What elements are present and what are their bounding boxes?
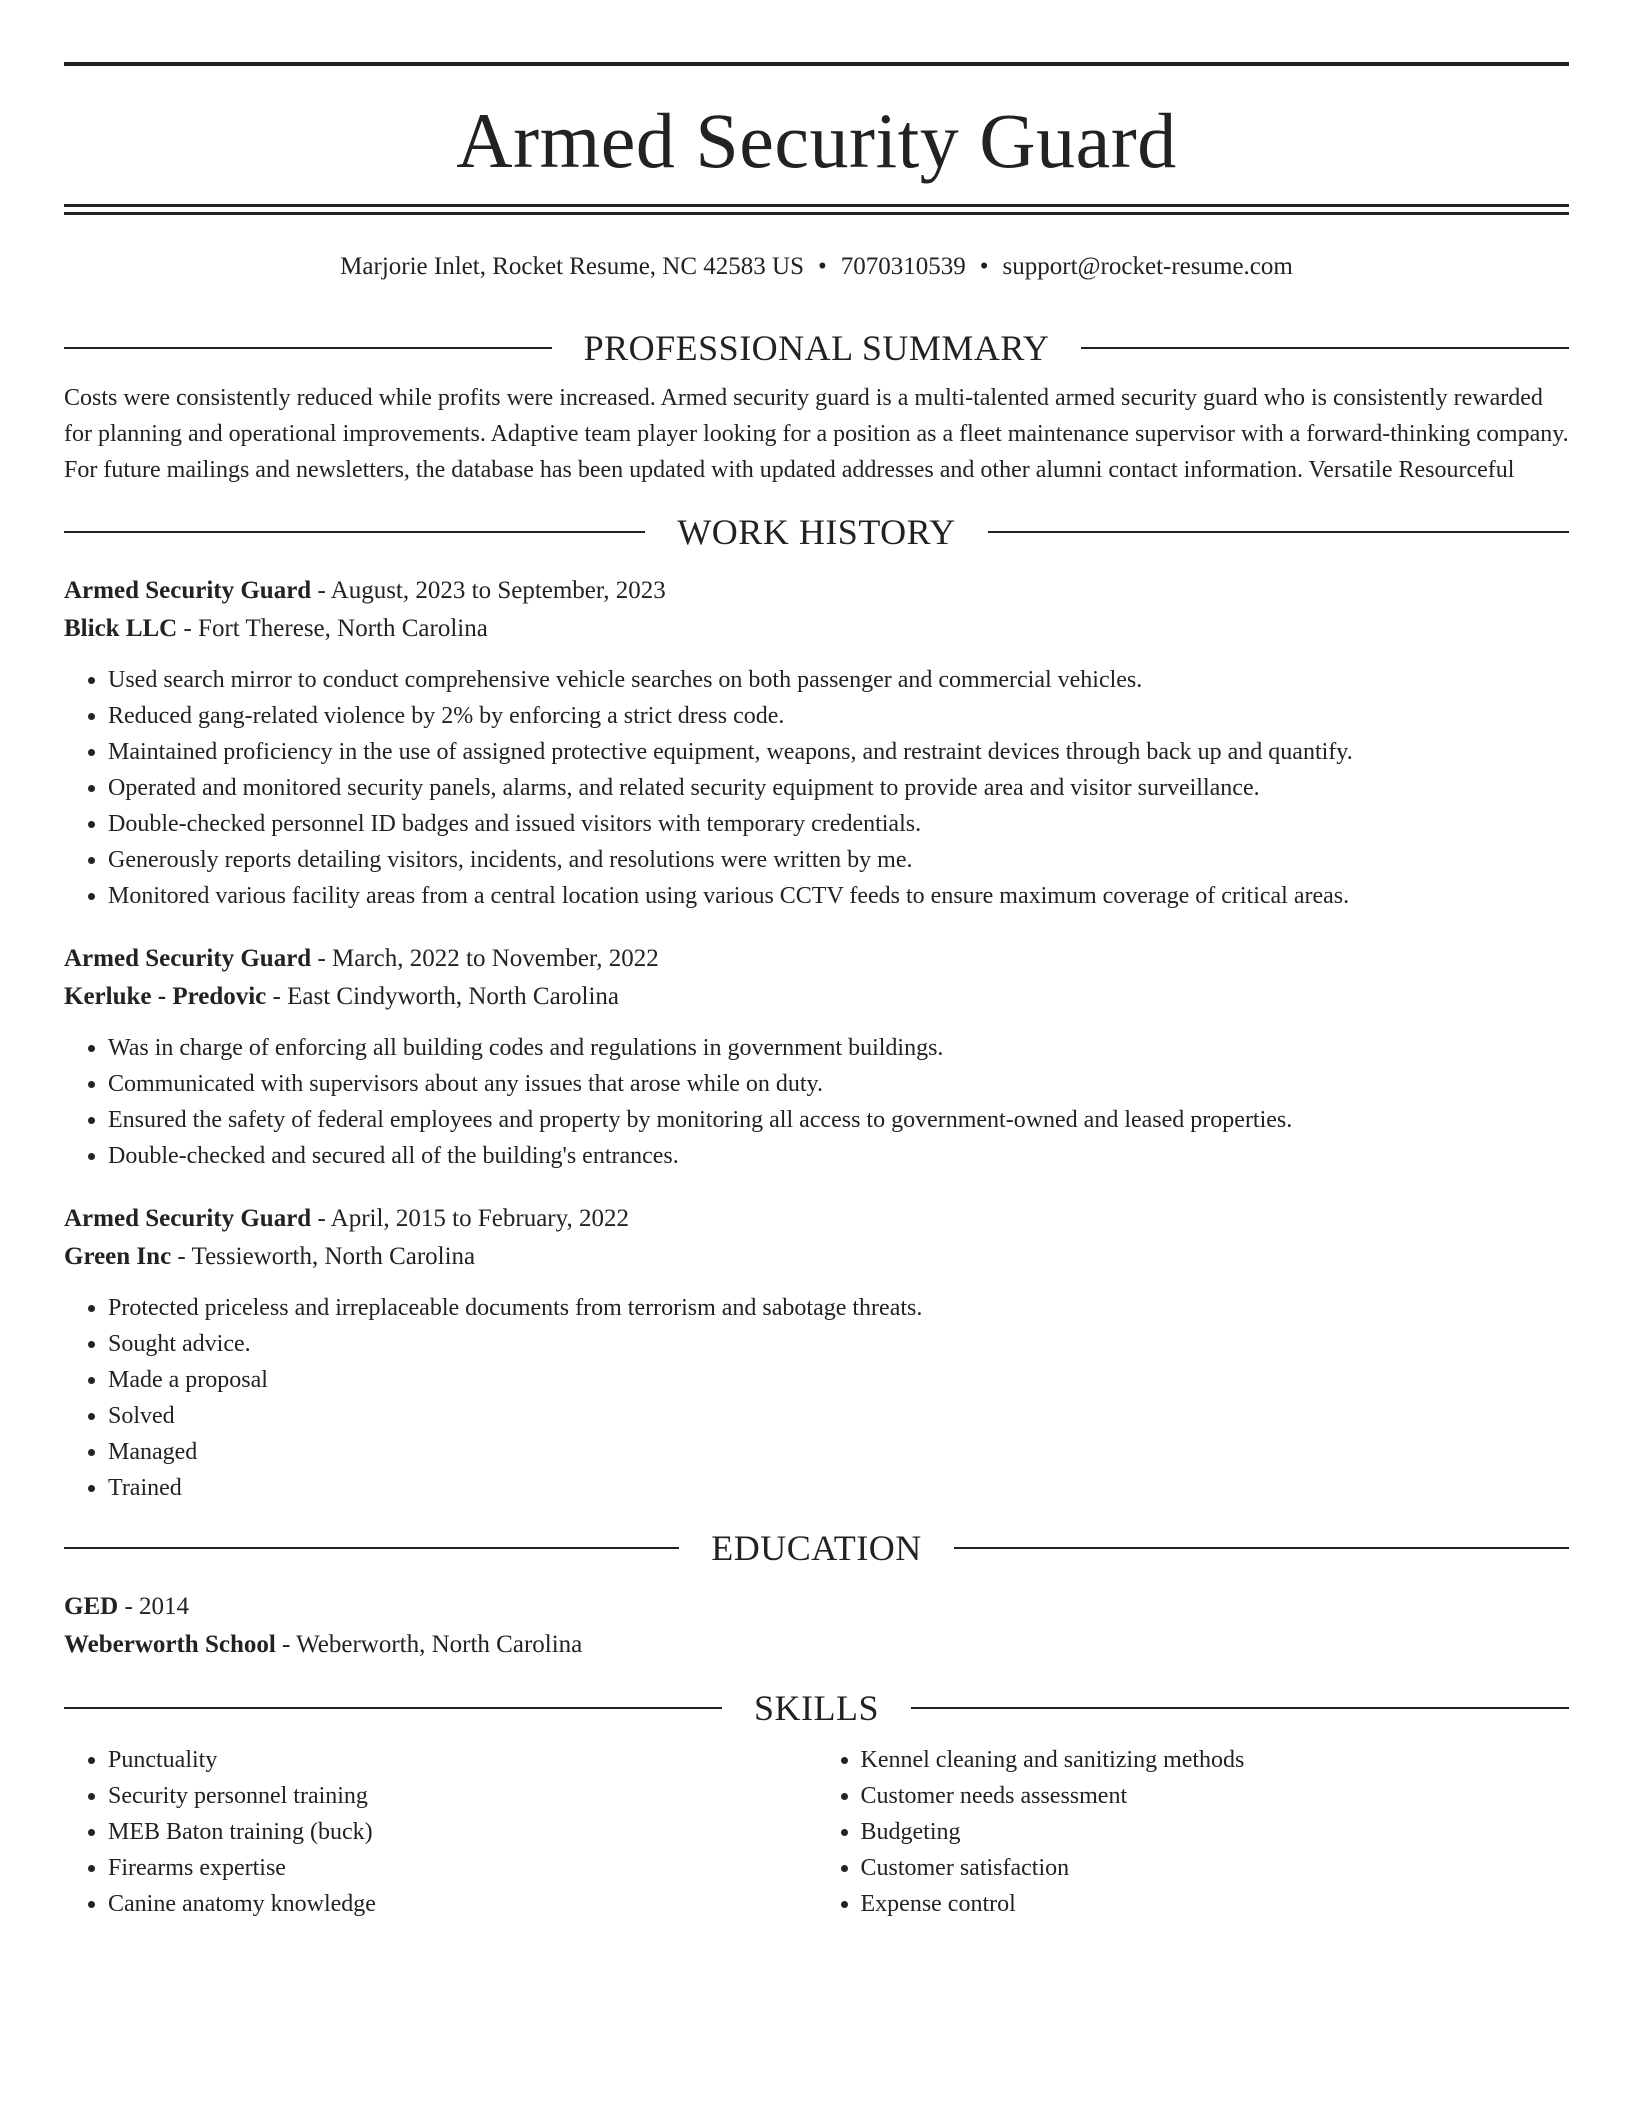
section-header-summary: [64, 326, 1569, 370]
company-location: - East Cindyworth, North Carolina: [266, 983, 620, 1010]
section-title: SKILLS: [754, 1688, 880, 1728]
job-dates: - April, 2015 to February, 2022: [311, 1205, 629, 1232]
job-title-line: [64, 572, 1569, 610]
job-bullets: [64, 662, 1569, 914]
list-item: • Monitored various facility areas from a central location using various CCTV feeds to ensure maximum coverage of critical areas.: [108, 878, 1569, 914]
school-location: - Weberworth, North Carolina: [275, 1631, 583, 1658]
job-entry: [64, 1200, 1569, 1506]
company-name: Kerluke - Predovic: [64, 983, 267, 1010]
section-header-work: [64, 510, 1569, 554]
list-item: • Communicated with supervisors about any issues that arose while on duty.: [108, 1066, 1569, 1102]
job-dates: - March, 2022 to November, 2022: [311, 945, 659, 972]
skill-item: • Security personnel training: [108, 1778, 817, 1814]
section-title: WORK HISTORY: [677, 512, 956, 552]
job-bullets: [64, 1290, 1569, 1506]
degree: GED: [64, 1593, 119, 1620]
education-entry: [64, 1588, 1569, 1664]
job-entry: [64, 572, 1569, 914]
skill-item: • Budgeting: [861, 1814, 1570, 1850]
company-location: - Tessieworth, North Carolina: [171, 1243, 476, 1270]
skills-left-list: [64, 1742, 817, 1922]
degree-line: [64, 1588, 1569, 1626]
job-entry: [64, 940, 1569, 1174]
job-bullets: [64, 1030, 1569, 1174]
company-line: [64, 978, 1569, 1016]
list-item: • Trained: [108, 1470, 1569, 1506]
job-title-line: [64, 1200, 1569, 1238]
skill-item: • Kennel cleaning and sanitizing methods: [861, 1742, 1570, 1778]
company-name: Blick LLC: [64, 615, 178, 642]
job-title-line: [64, 940, 1569, 978]
address: Marjorie Inlet, Rocket Resume, NC 42583 US: [340, 253, 804, 280]
separator: •: [818, 253, 827, 280]
list-item: • Maintained proficiency in the use of assigned protective equipment, weapons, and restraint devices through back up and quantify.: [108, 734, 1569, 770]
phone: 7070310539: [840, 253, 966, 280]
skill-item: • Canine anatomy knowledge: [108, 1886, 817, 1922]
list-item: • Solved: [108, 1398, 1569, 1434]
school: Weberworth School: [64, 1631, 276, 1658]
skill-item: • MEB Baton training (buck): [108, 1814, 817, 1850]
company-location: - Fort Therese, North Carolina: [177, 615, 488, 642]
skills-right-list: [817, 1742, 1570, 1922]
list-item: • Used search mirror to conduct comprehensive vehicle searches on both passenger and commercial vehicles.: [108, 662, 1569, 698]
list-item: • Operated and monitored security panels, alarms, and related security equipment to provide area and visitor surveillance.: [108, 770, 1569, 806]
section-title: PROFESSIONAL SUMMARY: [583, 328, 1050, 368]
company-name: Green Inc: [64, 1243, 172, 1270]
job-title: Armed Security Guard: [64, 577, 312, 604]
education-year: - 2014: [118, 1593, 190, 1620]
separator: •: [979, 253, 989, 280]
skill-item: • Firearms expertise: [108, 1850, 817, 1886]
email[interactable]: support@rocket-resume.com: [1002, 253, 1293, 280]
list-item: • Managed: [108, 1434, 1569, 1470]
section-title: EDUCATION: [711, 1528, 922, 1568]
list-item: • Protected priceless and irreplaceable documents from terrorism and sabotage threats.: [108, 1290, 1569, 1326]
contact-line: [64, 252, 1569, 282]
resume-name: Armed Security Guard: [456, 97, 1177, 184]
list-item: • Double-checked personnel ID badges and issued visitors with temporary credentials.: [108, 806, 1569, 842]
skill-item: • Customer needs assessment: [861, 1778, 1570, 1814]
skill-item: • Expense control: [861, 1886, 1570, 1922]
job-title: Armed Security Guard: [64, 1205, 312, 1232]
section-header-skills: [64, 1686, 1569, 1730]
list-item: • Made a proposal: [108, 1362, 1569, 1398]
top-rule: [64, 62, 1569, 66]
job-title: Armed Security Guard: [64, 945, 312, 972]
list-item: • Ensured the safety of federal employees and property by monitoring all access to government-owned and leased properties.: [108, 1102, 1569, 1138]
list-item: • Double-checked and secured all of the building's entrances.: [108, 1138, 1569, 1174]
school-line: [64, 1626, 1569, 1664]
section-header-education: [64, 1526, 1569, 1570]
list-item: • Generously reports detailing visitors, incidents, and resolutions were written by me.: [108, 842, 1569, 878]
list-item: • Sought advice.: [108, 1326, 1569, 1362]
skill-item: • Customer satisfaction: [861, 1850, 1570, 1886]
skill-item: • Punctuality: [108, 1742, 817, 1778]
double-rule: [64, 204, 1569, 215]
list-item: • Was in charge of enforcing all building codes and regulations in government buildings.: [108, 1030, 1569, 1066]
company-line: [64, 610, 1569, 648]
skills-columns: [64, 1742, 1569, 1922]
company-line: [64, 1238, 1569, 1276]
work-history-list: [64, 572, 1569, 1506]
job-dates: - August, 2023 to September, 2023: [311, 577, 666, 604]
list-item: • Reduced gang-related violence by 2% by enforcing a strict dress code.: [108, 698, 1569, 734]
professional-summary: Costs were consistently reduced while profits were increased. Armed security guard is a multi-talented armed security guard who is consistently rewarded for planning and operational improvements. Adaptive team player looking for a position as a fleet maintenance supervisor with a forward-thinking company. For future mailings and newsletters, the database has been updated with updated addresses and other alumni contact information. Versatile Resourceful: [64, 385, 1569, 483]
